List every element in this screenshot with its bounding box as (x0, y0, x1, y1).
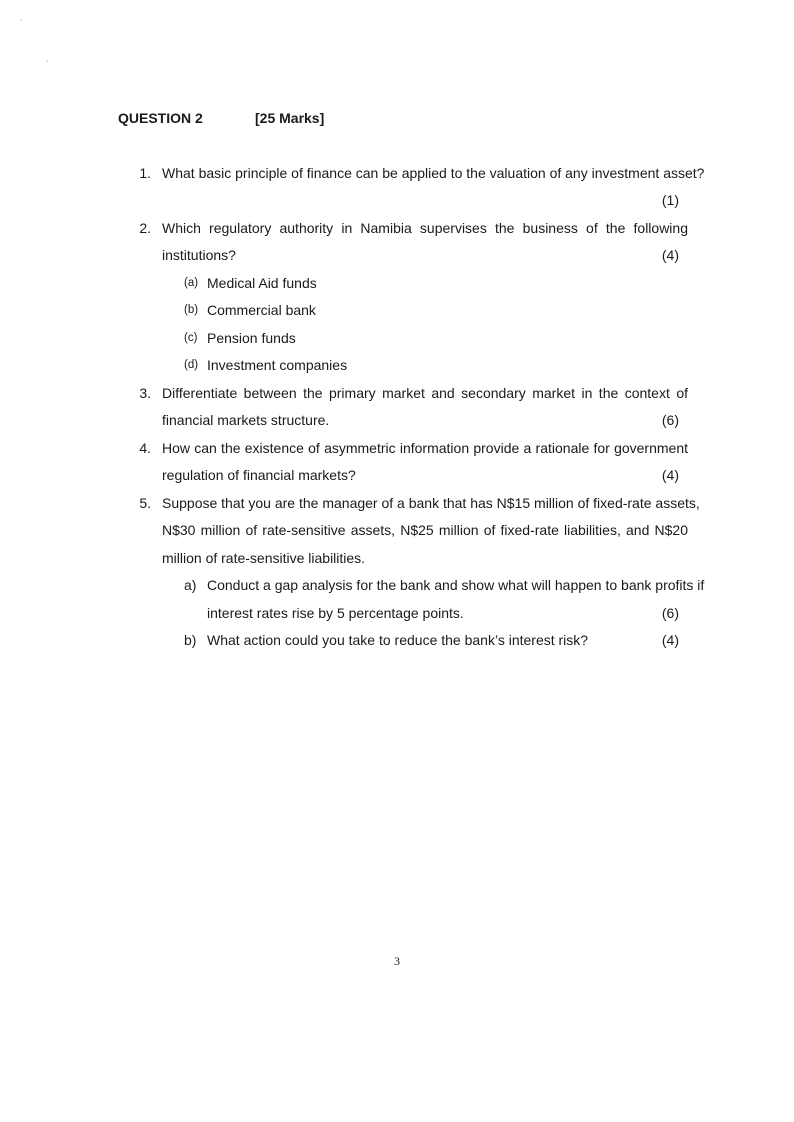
question-total-marks: [25 Marks] (255, 110, 325, 126)
subitem-text: Commercial bank (207, 302, 316, 318)
question-number: 4. (139, 440, 151, 456)
subitem-label: (c) (184, 332, 198, 344)
question-text-line: regulation of financial markets? (162, 467, 356, 483)
scan-speck: , (20, 13, 23, 22)
subitem-label: (d) (184, 359, 199, 371)
question-number: 2. (139, 220, 151, 236)
subitem-text-line: Conduct a gap analysis for the bank and show what will happen to bank profits if (207, 577, 705, 593)
question-marks: (4) (661, 247, 679, 263)
scan-speck: , (46, 54, 49, 63)
question-title: QUESTION 2 (118, 110, 203, 126)
question-header (118, 109, 325, 127)
question-text-line: N$30 million of rate-sensitive assets, N$25 million of fixed-rate liabilities, and N$20 (162, 522, 688, 538)
question-text-line: million of rate-sensitive liabilities. (162, 550, 366, 566)
subitem-text: Investment companies (207, 357, 348, 373)
subitem-text: Medical Aid funds (207, 275, 317, 291)
question-text-line: Differentiate between the primary market and secondary market in the context of (162, 385, 688, 401)
question-text-line: What basic principle of finance can be applied to the valuation of any investment asset? (162, 165, 705, 181)
question-number: 3. (139, 385, 151, 401)
question-text-line: institutions? (162, 247, 236, 263)
page-number: 3 (394, 954, 400, 968)
subitem-marks: (6) (661, 605, 679, 621)
subitem-label: a) (184, 577, 197, 593)
subitem-label: (b) (184, 304, 199, 316)
question-marks: (1) (661, 192, 679, 208)
question-number: 1. (139, 165, 151, 181)
question-marks: (6) (661, 412, 679, 428)
question-marks: (4) (661, 467, 679, 483)
subitem-text-line: What action could you take to reduce the bank’s interest risk? (207, 632, 589, 648)
subitem-text: Pension funds (207, 330, 296, 346)
question-number: 5. (139, 495, 151, 511)
question-text-line: financial markets structure. (162, 412, 330, 428)
subitem-label: (a) (184, 277, 199, 289)
subitem-text-line: interest rates rise by 5 percentage points. (207, 605, 464, 621)
subitem-marks: (4) (661, 632, 679, 648)
question-text-line: Which regulatory authority in Namibia supervises the business of the following (162, 220, 688, 236)
question-text-line: Suppose that you are the manager of a bank that has N$15 million of fixed-rate assets, (162, 495, 700, 511)
question-text-line: How can the existence of asymmetric information provide a rationale for government (162, 440, 688, 456)
subitem-label: b) (184, 632, 197, 648)
